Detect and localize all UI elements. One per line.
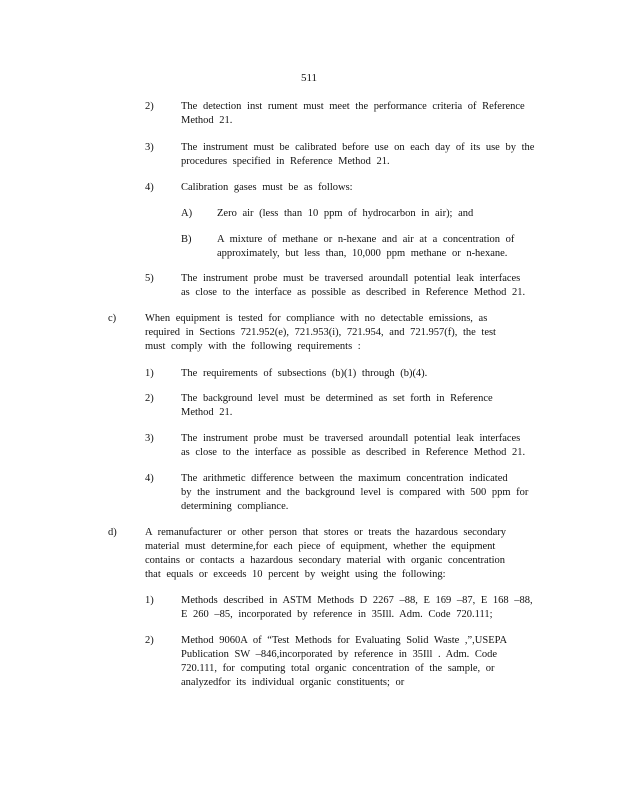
item-text <box>217 207 473 221</box>
item-label: 3) <box>145 142 154 153</box>
item-text-line: The instrument probe must be traversed aroundall potential leak interfaces <box>181 433 521 444</box>
item-text <box>181 594 533 622</box>
item-text <box>181 432 525 460</box>
item-label: 2) <box>145 101 154 112</box>
item-text <box>181 141 534 169</box>
item-text-line: The detection inst rument must meet the performance criteria of Reference <box>181 101 525 112</box>
item-text-line: analyzedfor its individual organic constituents; or <box>181 677 405 688</box>
item-text <box>217 233 514 261</box>
item-label: d) <box>108 527 117 538</box>
item-text <box>181 634 507 690</box>
item-text-line: as close to the interface as possible as described in Reference Method 21. <box>181 287 526 298</box>
item-text-line: procedures specified in Reference Method 21. <box>181 156 390 167</box>
list-item <box>0 472 618 516</box>
item-text-line: Method 9060A of “Test Methods for Evaluating Solid Waste ,”,USEPA <box>181 635 508 646</box>
item-text-line: 720.111, for computing total organic concentration of the sample, or <box>181 663 495 674</box>
page-number: 511 <box>300 72 318 84</box>
item-text-line: A mixture of methane or n-hexane and air at a concentration of <box>217 234 515 245</box>
item-label: A) <box>181 208 193 219</box>
list-item <box>0 141 618 171</box>
item-text <box>181 472 528 514</box>
item-text <box>145 526 506 582</box>
list-item <box>0 272 618 302</box>
list-item <box>0 432 618 462</box>
item-label: 1) <box>145 368 154 379</box>
item-text-line: approximately, but less than, 10,000 ppm methane or n-hexane. <box>217 248 508 259</box>
item-text-line: must comply with the following requirements : <box>145 341 361 352</box>
item-label: 2) <box>145 393 154 404</box>
list-item <box>0 100 618 130</box>
item-text <box>181 100 525 128</box>
item-text-line: Methods described in ASTM Methods D 2267 –88, E 169 –87, E 168 –88, <box>181 595 533 606</box>
item-label: 2) <box>145 635 154 646</box>
list-item <box>0 233 618 263</box>
item-label: 1) <box>145 595 154 606</box>
item-text <box>181 272 525 300</box>
item-text-line: material must determine,for each piece of equipment, whether the equipment <box>145 541 496 552</box>
item-text-line: The instrument must be calibrated before use on each day of its use by the <box>181 142 535 153</box>
item-text-line: Zero air (less than 10 ppm of hydrocarbon in air); and <box>217 208 474 219</box>
item-text-line: A remanufacturer or other person that stores or treats the hazardous secondary <box>145 527 506 538</box>
item-label: c) <box>108 313 117 324</box>
item-text <box>181 367 427 381</box>
item-label: B) <box>181 234 192 245</box>
item-text-line: The requirements of subsections (b)(1) through (b)(4). <box>181 368 428 379</box>
item-text-line: Method 21. <box>181 407 233 418</box>
list-item <box>0 594 618 624</box>
item-text-line: that equals or exceeds 10 percent by weight using the following: <box>145 569 446 580</box>
item-text-line: by the instrument and the background level is compared with 500 ppm for <box>181 487 529 498</box>
item-text-line: When equipment is tested for compliance with no detectable emissions, as <box>145 313 488 324</box>
item-text-line: Calibration gases must be as follows: <box>181 182 353 193</box>
item-label: 3) <box>145 433 154 444</box>
list-item <box>0 634 618 692</box>
item-text-line: Publication SW –846,incorporated by reference in 35Ill . Adm. Code <box>181 649 498 660</box>
item-text-line: The background level must be determined as set forth in Reference <box>181 393 493 404</box>
item-text-line: determining compliance. <box>181 501 289 512</box>
list-item <box>0 367 618 383</box>
item-text-line: contains or contacts a hazardous secondary material with organic concentration <box>145 555 506 566</box>
list-item <box>0 207 618 223</box>
item-text <box>181 392 493 420</box>
list-item <box>0 526 618 584</box>
list-item <box>0 181 618 197</box>
list-item <box>0 392 618 422</box>
list-item <box>0 312 618 356</box>
item-label: 4) <box>145 473 154 484</box>
item-label: 4) <box>145 182 154 193</box>
item-text-line: required in Sections 721.952(e), 721.953(i), 721.954, and 721.957(f), the test <box>145 327 496 338</box>
item-text-line: as close to the interface as possible as described in Reference Method 21. <box>181 447 526 458</box>
item-text-line: The arithmetic difference between the maximum concentration indicated <box>181 473 508 484</box>
item-text <box>145 312 496 354</box>
item-text-line: Method 21. <box>181 115 233 126</box>
item-text-line: The instrument probe must be traversed aroundall potential leak interfaces <box>181 273 521 284</box>
item-text-line: E 260 –85, incorporated by reference in 35Ill. Adm. Code 720.111; <box>181 609 493 620</box>
item-label: 5) <box>145 273 154 284</box>
item-text <box>181 181 353 195</box>
